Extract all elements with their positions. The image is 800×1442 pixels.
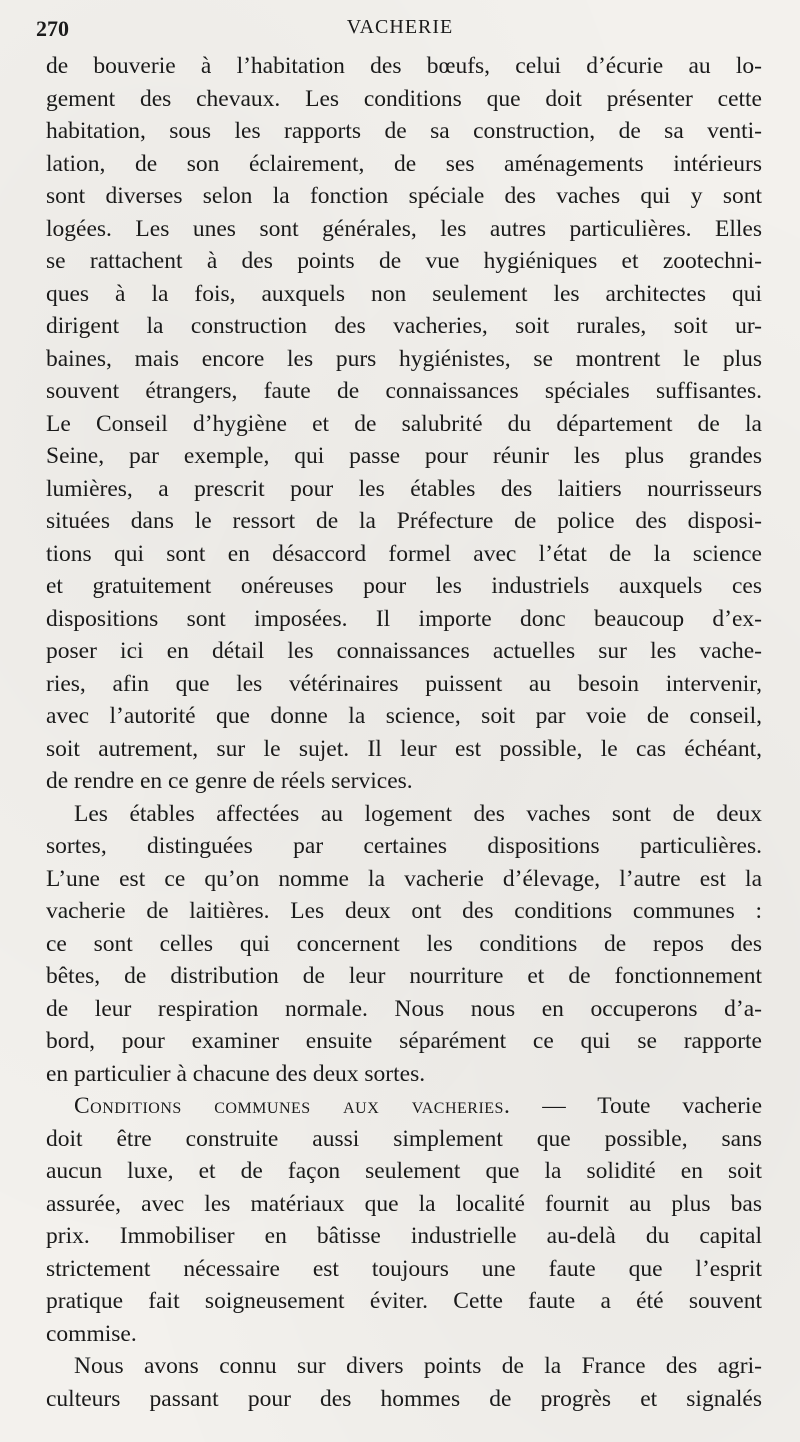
text-line: ce sont celles qui concernent les conditions de repos des <box>46 930 762 957</box>
text-line: gement des chevaux. Les conditions que doit présenter cette <box>46 85 762 112</box>
text-line: commise. <box>46 1320 137 1347</box>
text-line: bord, pour examiner ensuite séparément ce qui se rapporte <box>46 1028 762 1054</box>
page-header <box>36 14 764 44</box>
text-line: et gratuitement onéreuses pour les industriels auxquels ces <box>46 573 762 599</box>
text-line: dirigent la construction des vacheries, soit rurales, soit ur- <box>46 313 762 339</box>
paragraph-3 <box>46 1090 762 1350</box>
text-line: assurée, avec les matériaux que la localité fournit au plus bas <box>46 1190 762 1217</box>
text-line: habitation, sous les rapports de sa construction, de sa venti- <box>46 118 762 144</box>
page-number: 270 <box>36 16 69 41</box>
text-line: sortes, distinguées par certaines dispositions particulières. <box>46 833 762 859</box>
text-line: ries, afin que les vétérinaires puissent au besoin intervenir, <box>46 670 762 697</box>
text-line: poser ici en détail les connaissances actuelles sur les vache- <box>46 638 762 664</box>
text-line: lation, de son éclairement, de ses aménagements intérieurs <box>46 150 762 177</box>
text-line: dispositions sont imposées. Il importe donc beaucoup d’ex- <box>46 605 762 632</box>
text-line: sont diverses selon la fonction spéciale des vaches qui y sont <box>46 183 762 209</box>
text-line: doit être construite aussi simplement que possible, sans <box>46 1125 762 1152</box>
text-line: L’une est ce qu’on nomme la vacherie d’élevage, l’autre est la <box>46 865 762 892</box>
text-line: en particulier à chacune des deux sortes. <box>46 1060 426 1087</box>
text-line: prix. Immobiliser en bâtisse industrielle au-delà du capital <box>46 1223 762 1249</box>
text-line: bêtes, de distribution de leur nourriture et de fonctionnement <box>46 963 762 989</box>
text-line: Les étables affectées au logement des vaches sont de deux <box>74 800 762 827</box>
text-line: lumières, a prescrit pour les étables des laitiers nourrisseurs <box>46 475 762 502</box>
text-line: strictement nécessaire est toujours une faute que l’esprit <box>46 1255 762 1282</box>
paragraph-1 <box>46 50 762 798</box>
body-text <box>46 50 762 1415</box>
text-line: tions qui sont en désaccord formel avec l’état de la science <box>46 540 762 567</box>
text-line: avec l’autorité que donne la science, soit par voie de conseil, <box>46 703 762 729</box>
paragraph-2 <box>46 798 762 1091</box>
text-line: souvent étrangers, faute de connaissances spéciales suffisantes. <box>46 378 762 404</box>
heading-continuation: — Toute vacherie <box>510 1093 763 1119</box>
text-line: aucun luxe, et de façon seulement que la solidité en soit <box>46 1158 762 1184</box>
text-line <box>46 1090 762 1123</box>
running-head: VACHERIE <box>346 16 454 38</box>
text-line: se rattachent à des points de vue hygiéniques et zootechni- <box>46 248 762 274</box>
text-line: Seine, par exemple, qui passe pour réunir les plus grandes <box>46 443 762 469</box>
text-line: logées. Les unes sont générales, les autres particulières. Elles <box>46 215 762 242</box>
text-line: soit autrement, sur le sujet. Il leur est possible, le cas échéant, <box>46 735 762 762</box>
text-line: Le Conseil d’hygiène et de salubrité du département de la <box>46 410 762 437</box>
section-heading: Conditions communes aux vacheries. <box>74 1093 511 1119</box>
text-line: Nous avons connu sur divers points de la France des agri- <box>74 1353 762 1379</box>
text-line: baines, mais encore les purs hygiénistes, se montrent le plus <box>46 345 762 372</box>
text-line: vacherie de laitières. Les deux ont des conditions communes : <box>46 898 762 924</box>
text-line: de rendre en ce genre de réels services. <box>46 768 413 794</box>
paragraph-4 <box>46 1350 762 1415</box>
text-line: situées dans le ressort de la Préfecture de police des disposi- <box>46 508 762 534</box>
text-line: de leur respiration normale. Nous nous en occuperons d’a- <box>46 995 762 1022</box>
text-line: culteurs passant pour des hommes de progrès et signalés <box>46 1385 762 1412</box>
text-line: pratique fait soigneusement éviter. Cette faute a été souvent <box>46 1288 762 1314</box>
text-line: ques à la fois, auxquels non seulement les architectes qui <box>46 280 762 307</box>
text-line: de bouverie à l’habitation des bœufs, celui d’écurie au lo- <box>46 53 762 79</box>
